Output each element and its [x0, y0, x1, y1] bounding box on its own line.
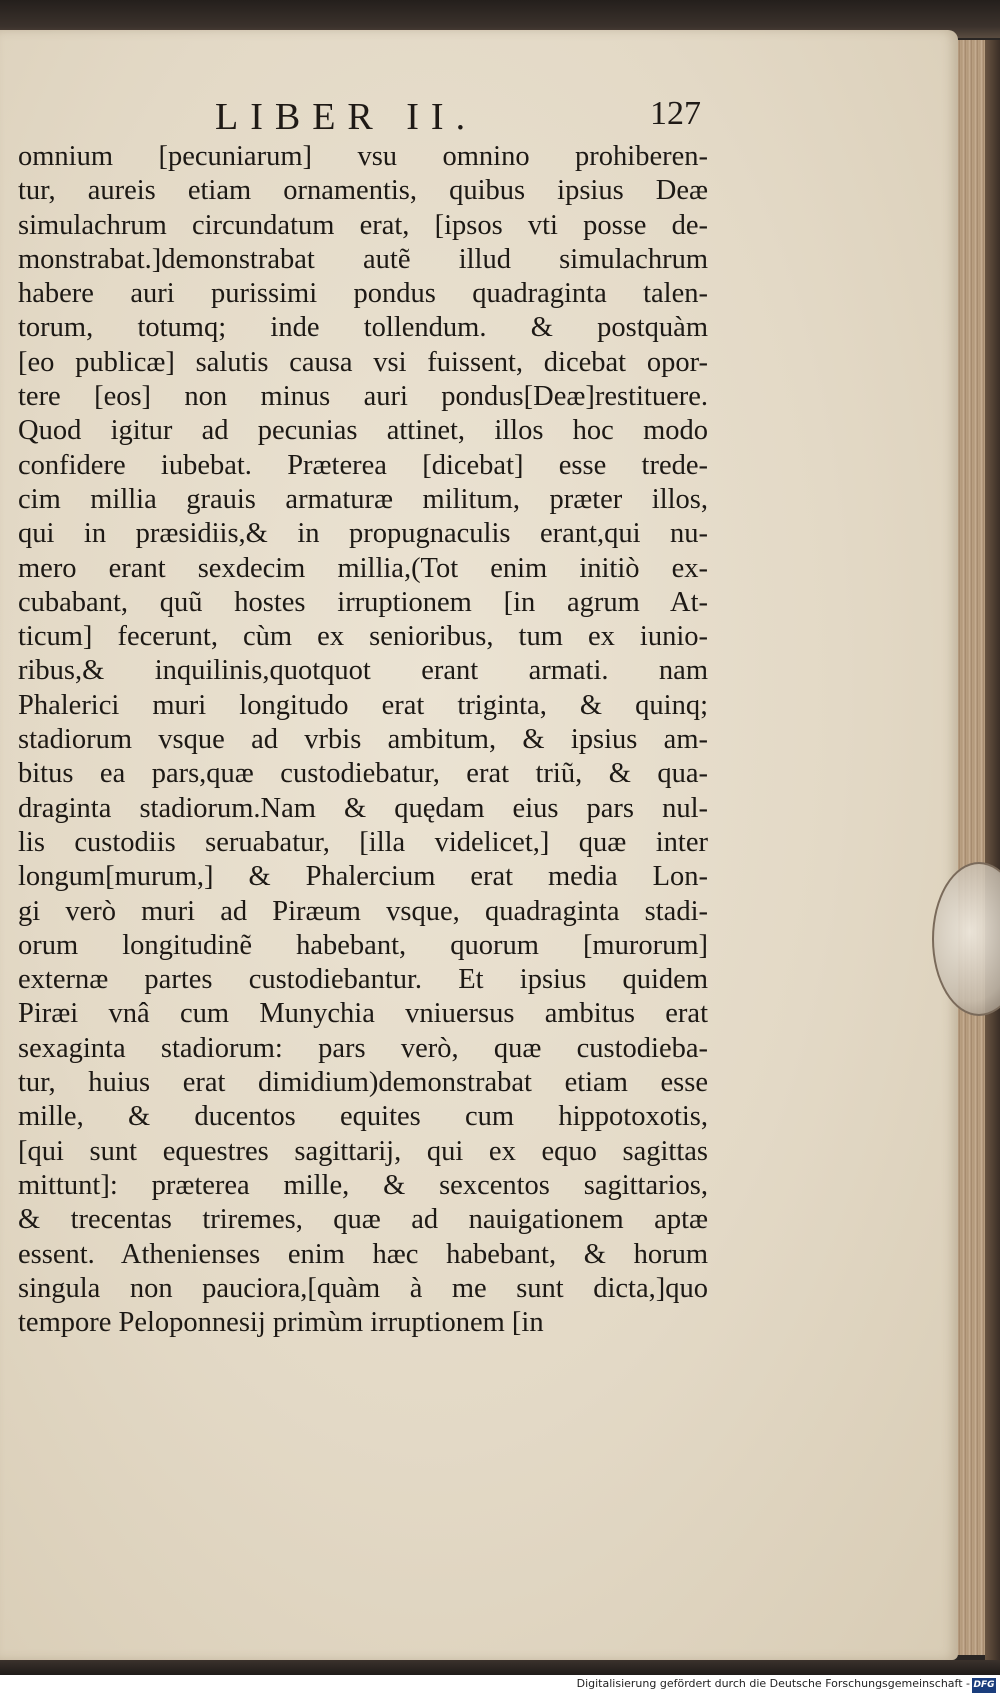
- text-line: mille, & ducentos equites cum hippotoxotis,: [18, 1101, 708, 1133]
- text-line: [eo publicæ] salutis causa vsi fuissent, dicebat opor-: [18, 346, 708, 378]
- text-line: ticum] fecerunt, cùm ex senioribus, tum ex iunio-: [18, 621, 708, 653]
- text-line: mero erant sexdecim millia,(Tot enim initiò ex-: [18, 552, 708, 584]
- text-line: mittunt]: præterea mille, & sexcentos sagittarios,: [18, 1169, 708, 1201]
- text-line: sexaginta stadiorum: pars verò, quæ custodieba-: [18, 1032, 708, 1064]
- text-line: ribus,& inquilinis,quotquot erant armati. nam: [18, 655, 708, 687]
- running-head: LIBER II.: [215, 96, 478, 138]
- bottom-edge: [0, 1660, 1000, 1675]
- text-line: cubabant, quũ hostes irruptionem [in agrum At-: [18, 586, 708, 618]
- text-line: Quod igitur ad pecunias attinet, illos hoc modo: [18, 415, 708, 447]
- text-line: stadiorum vsque ad vrbis ambitum, & ipsius am-: [18, 724, 708, 756]
- text-line: gi verò muri ad Piræum vsque, quadraginta stadi-: [18, 895, 708, 927]
- text-line: singula non pauciora,[quàm à me sunt dicta,]quo: [18, 1272, 708, 1304]
- text-line: tempore Peloponnesij primùm irruptionem [in: [18, 1307, 544, 1339]
- text-line: tere [eos] non minus auri pondus[Deæ]restituere.: [18, 381, 708, 413]
- text-line: essent. Athenienses enim hæc habebant, & horum: [18, 1238, 708, 1270]
- text-line: tur, aureis etiam ornamentis, quibus ipsius Deæ: [18, 175, 708, 207]
- text-line: simulachrum circundatum erat, [ipsos vti posse de-: [18, 209, 708, 241]
- dfg-logo: DFG: [972, 1678, 996, 1693]
- text-line: & trecentas triremes, quæ ad nauigationem aptæ: [18, 1204, 708, 1236]
- text-line: torum, totumq; inde tollendum. & postquàm: [18, 312, 708, 344]
- text-line: bitus ea pars,quæ custodiebatur, erat triũ, & qua-: [18, 758, 708, 790]
- footer-bar: [0, 1675, 1000, 1697]
- text-line: [qui sunt equestres sagittarij, qui ex equo sagittas: [18, 1135, 708, 1167]
- text-line: omnium [pecuniarum] vsu omnino prohiberen-: [18, 141, 708, 172]
- text-line: Piræi vnâ cum Munychia vniuersus ambitus erat: [18, 998, 708, 1030]
- text-line: orum longitudinẽ habebant, quorum [murorum]: [18, 929, 708, 961]
- text-line: tur, huius erat dimidium)demonstrabat etiam esse: [18, 1067, 708, 1099]
- text-line: draginta stadiorum.Nam & quędam eius pars nul-: [18, 792, 708, 824]
- text-line: Phalerici muri longitudo erat triginta, & quinq;: [18, 689, 708, 721]
- text-line: cim millia grauis armaturæ militum, præter illos,: [18, 483, 708, 515]
- text-line: lis custodiis seruabatur, [illa videlicet,] quæ inter: [18, 826, 708, 858]
- text-line: longum[murum,] & Phalercium erat media Lon-: [18, 861, 708, 893]
- text-line: monstrabat.]demonstrabat autẽ illud simulachrum: [18, 243, 708, 275]
- text-line: qui in præsidiis,& in propugnaculis erant,qui nu-: [18, 518, 708, 550]
- text-line: habere auri purissimi pondus quadraginta talen-: [18, 278, 708, 310]
- text-line: externæ partes custodiebantur. Et ipsius quidem: [18, 964, 708, 996]
- body-text: [18, 140, 708, 1340]
- funding-credit: Digitalisierung gefördert durch die Deutsche Forschungsgemeinschaft -: [576, 1677, 970, 1690]
- book-cover-edge: [985, 40, 1000, 1660]
- page-number: 127: [650, 95, 701, 132]
- text-line: confidere iubebat. Præterea [dicebat] esse trede-: [18, 449, 708, 481]
